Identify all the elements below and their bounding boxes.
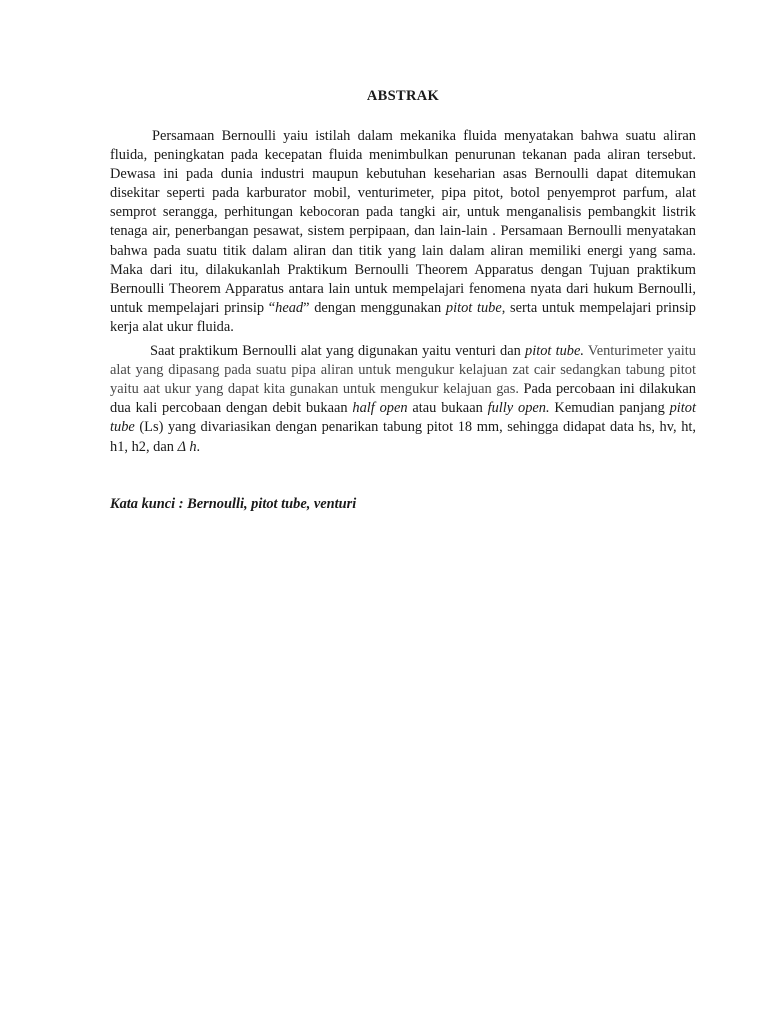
term-fully-open: fully open. bbox=[487, 400, 550, 417]
term-half-open: half open bbox=[352, 400, 408, 417]
paragraph-1-text-a: Persamaan Bernoulli yaiu istilah dalam mekanika fluida menyatakan bahwa suatu aliran fluida, peningkatan pada kecepatan fluida menimbulkan penurunan tekanan pada aliran tersebut. Dewasa ini pada dunia industri maupun kebutuhan keseharian asas Bernoulli dapat ditemukan disekitar seperti pada karburator mobil, venturimeter, pipa pitot, botol penyemprot parfum, alat semprot serangga, perhitungan kebocoran pada tangki air, untuk menganalisis pembangkit listrik tenaga air, penerbangan pesawat, sistem perpipaan, dan lain-lain . Persamaan Bernoulli menyatakan bahwa pada suatu titik dalam aliran dan titik yang lain dalam aliran memiliki energi yang sama. Maka dari itu, dilakukanlah Praktikum Bernoulli Theorem Apparatus dengan Tujuan praktikum Bernoulli Theorem Apparatus antara lain untuk mempelajari fenomena nyata dari hukum Bernoulli, untuk mempelajari prinsip “ bbox=[110, 128, 696, 316]
paragraph-2-text-d: atau bukaan bbox=[407, 400, 488, 417]
term-head: head bbox=[275, 299, 304, 316]
paragraph-2-text-g: . bbox=[196, 438, 201, 455]
paragraph-1-text-c: , serta untuk mempelajari prinsip kerja alat ukur fluida. bbox=[110, 299, 696, 335]
term-pitot-tube-2: pitot tube. bbox=[525, 343, 584, 360]
paragraph-1-text-b: ” dengan menggunakan bbox=[303, 299, 446, 316]
abstract-title: ABSTRAK bbox=[366, 88, 440, 104]
document-page bbox=[110, 0, 696, 1024]
term-pitot-tube-3: pitot tube bbox=[110, 400, 696, 436]
term-delta-h: Δ h bbox=[177, 438, 197, 455]
abstract-body bbox=[110, 127, 696, 457]
paragraph-2-text-f: (Ls) yang divariasikan dengan penarikan tabung pitot 18 mm, sehingga didapat data hs, hv, ht, h1, h2, dan bbox=[110, 419, 696, 455]
keywords-line: Kata kunci : Bernoulli, pitot tube, venturi bbox=[110, 496, 357, 512]
paragraph-2-text-e: Kemudian panjang bbox=[549, 400, 670, 417]
paragraph-2 bbox=[110, 342, 696, 457]
paragraph-2-text-b: Venturimeter yaitu alat yang dipasang pada suatu pipa aliran untuk mengukur kelajuan zat cair sedangkan tabung pitot yaitu aat ukur yang dapat kita gunakan untuk mengukur kelajuan gas. bbox=[110, 343, 696, 398]
paragraph-1 bbox=[110, 127, 696, 337]
paragraph-2-text-a: Saat praktikum Bernoulli alat yang digunakan yaitu venturi dan bbox=[150, 343, 526, 360]
paragraph-2-text-c: Pada percobaan ini dilakukan dua kali percobaan dengan debit bukaan bbox=[110, 381, 696, 417]
term-pitot-tube: pitot tube bbox=[445, 299, 502, 316]
